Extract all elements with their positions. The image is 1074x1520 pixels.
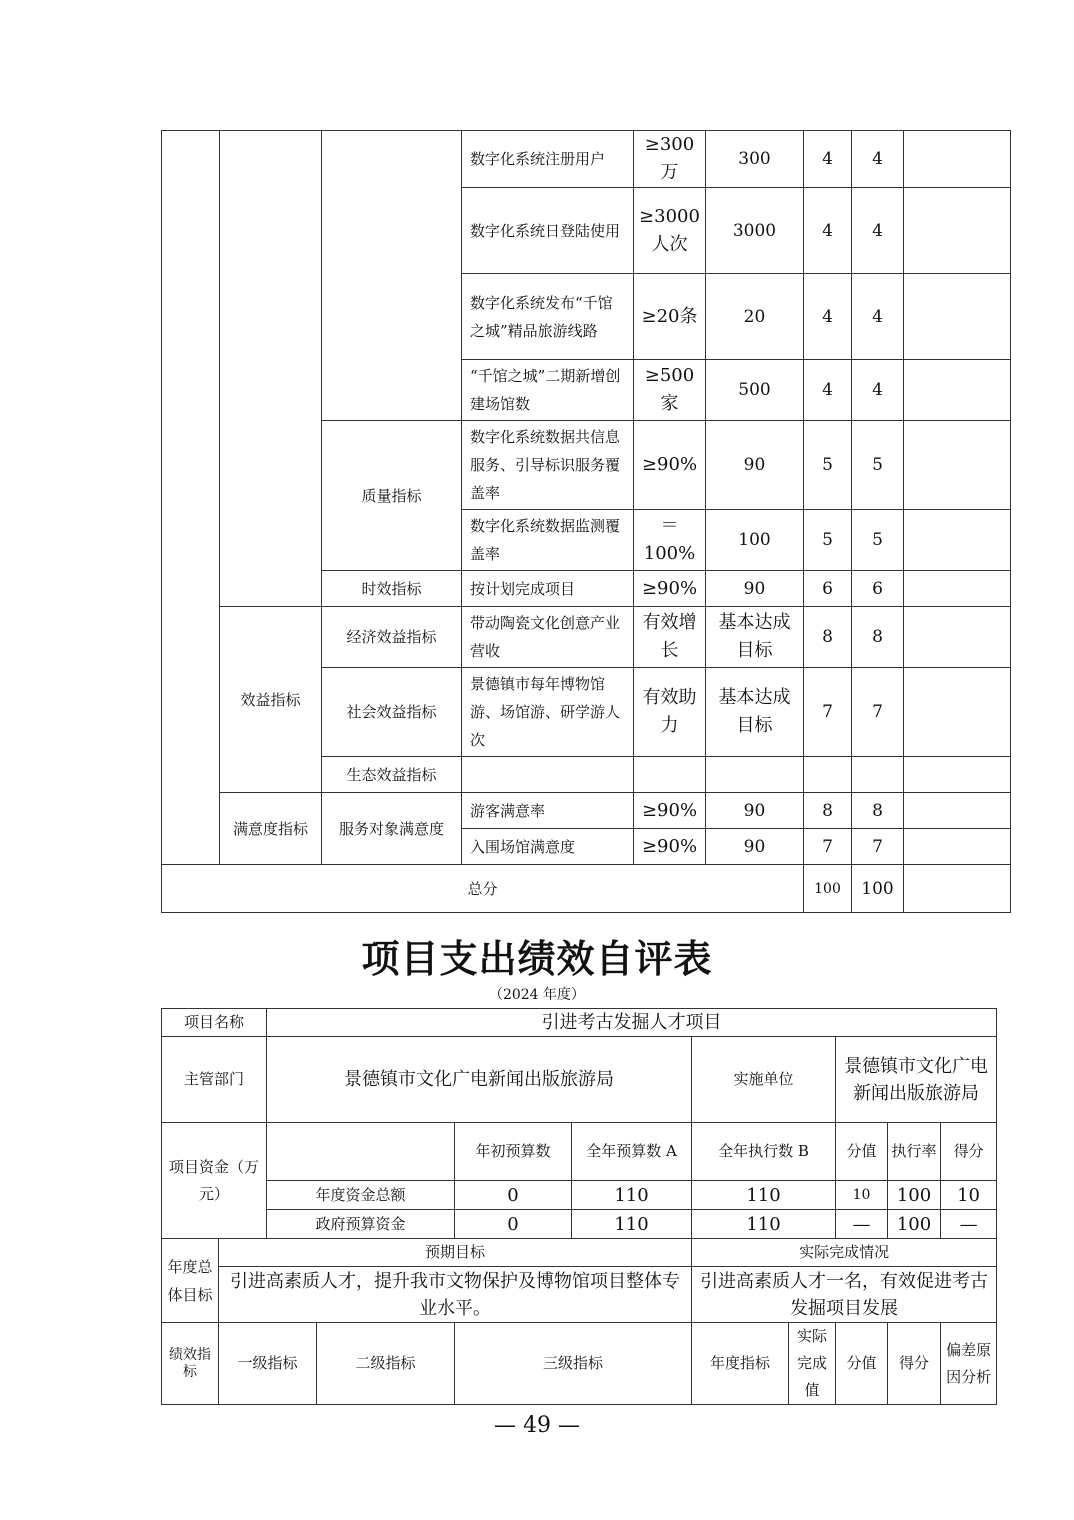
level2-social: 社会效益指标 [322,668,462,757]
target-value: ＝100% [634,510,706,571]
funds-header: 年初预算数 [455,1123,572,1181]
goal-label: 年度总体目标 [162,1239,219,1323]
total-label: 总分 [162,865,804,913]
table-row [162,131,1011,188]
level2-quantity-blank [322,131,462,421]
actual-value: 3000 [706,188,804,274]
dept-value: 景德镇市文化广电新闻出版旅游局 [267,1037,692,1123]
level2-ecological: 生态效益指标 [322,757,462,793]
impl-value: 景德镇市文化广电新闻出版旅游局 [836,1037,997,1123]
score-value: 8 [804,793,852,829]
level1-satisfaction: 满意度指标 [220,793,322,865]
performance-indicator-table-continued [161,130,1011,913]
deviation-reason [904,607,1011,668]
level2-timeliness: 时效指标 [322,571,462,607]
score-value-header: 分值 [836,1323,888,1405]
score: 8 [852,793,904,829]
level3-indicator: 景德镇市每年博物馆游、场馆游、研学游人次 [462,668,634,757]
funds-initial: 0 [455,1181,572,1210]
score-value: 4 [804,274,852,360]
score-value: 4 [804,360,852,421]
expected-label: 预期目标 [219,1239,692,1267]
funds-score: — [941,1210,997,1239]
actual-value: 300 [706,131,804,188]
actual-value: 基本达成目标 [706,668,804,757]
funds-initial: 0 [455,1210,572,1239]
actual-value-header: 实际完成值 [789,1323,836,1405]
deviation-reason [904,571,1011,607]
target-value: 有效助力 [634,668,706,757]
deviation-header: 偏差原因分析 [941,1323,997,1405]
project-name-label: 项目名称 [162,1009,267,1037]
deviation-reason [904,668,1011,757]
actual-value: 90 [706,829,804,865]
level3-indicator: 数字化系统发布“千馆之城”精品旅游线路 [462,274,634,360]
deviation-reason [904,421,1011,510]
funds-label: 项目资金（万元） [162,1123,267,1239]
score-value: 5 [804,510,852,571]
level3-indicator [462,757,634,793]
level2-header: 二级指标 [317,1323,455,1405]
funds-header: 得分 [941,1123,997,1181]
funds-executed: 110 [692,1210,836,1239]
funds-rate: 100 [888,1181,941,1210]
dept-row [162,1037,997,1123]
funds-header-blank [267,1123,455,1181]
deviation-reason [904,510,1011,571]
score: 4 [852,188,904,274]
score-value: 6 [804,571,852,607]
target-value: 有效增长 [634,607,706,668]
actual-value: 基本达成目标 [706,607,804,668]
score: 8 [852,607,904,668]
funds-score-value: — [836,1210,888,1239]
level3-indicator: 带动陶瓷文化创意产业营收 [462,607,634,668]
actual-value: 90 [706,793,804,829]
score-value [804,757,852,793]
target-value [634,757,706,793]
score-value: 8 [804,607,852,668]
level3-indicator: 数字化系统数据共信息服务、引导标识服务覆盖率 [462,421,634,510]
score-value: 4 [804,188,852,274]
score-value: 7 [804,668,852,757]
page-title: 项目支出绩效自评表 [361,936,713,981]
deviation-reason [904,757,1011,793]
level1-benefit: 效益指标 [220,607,322,793]
score: 4 [852,131,904,188]
actual-value: 20 [706,274,804,360]
target-value: ≥500家 [634,360,706,421]
funds-header-row [162,1123,997,1181]
goal-row [162,1267,997,1323]
target-value: ≥90% [634,571,706,607]
annual-indicator-header: 年度指标 [692,1323,789,1405]
level2-economic: 经济效益指标 [322,607,462,668]
score [852,757,904,793]
score: 5 [852,510,904,571]
level3-header: 三级指标 [455,1323,692,1405]
target-value: ≥300万 [634,131,706,188]
funds-header: 全年执行数 B [692,1123,836,1181]
perf-indicator-col-blank [162,131,220,865]
score-value: 7 [804,829,852,865]
score: 4 [852,274,904,360]
level1-output-blank [220,131,322,607]
level1-header: 一级指标 [219,1323,317,1405]
project-name-row [162,1009,997,1037]
level3-indicator: 入围场馆满意度 [462,829,634,865]
target-value: ≥20条 [634,274,706,360]
target-value: ≥3000人次 [634,188,706,274]
target-value: ≥90% [634,793,706,829]
actual-value: 100 [706,510,804,571]
deviation-reason [904,274,1011,360]
level3-indicator: 按计划完成项目 [462,571,634,607]
actual-value: 90 [706,421,804,510]
funds-header: 分值 [836,1123,888,1181]
target-value: ≥90% [634,421,706,510]
funds-executed: 110 [692,1181,836,1210]
deviation-reason [904,188,1011,274]
deviation-reason [904,793,1011,829]
deviation-reason [904,360,1011,421]
level3-indicator: “千馆之城”二期新增创建场馆数 [462,360,634,421]
perf-header-label: 绩效指标 [162,1323,219,1405]
self-evaluation-table [161,1008,997,1405]
project-name-value: 引进考古发掘人才项目 [267,1009,997,1037]
deviation-reason [904,131,1011,188]
total-score: 100 [852,865,904,913]
funds-score: 10 [941,1181,997,1210]
level3-indicator: 数字化系统日登陆使用 [462,188,634,274]
table-row [162,793,1011,829]
funds-header: 执行率 [888,1123,941,1181]
score-value: 4 [804,131,852,188]
deviation-reason [904,829,1011,865]
level3-indicator: 数字化系统注册用户 [462,131,634,188]
funds-annual: 110 [572,1181,692,1210]
goal-header-row [162,1239,997,1267]
actual-result: 引进高素质人才一名，有效促进考古发掘项目发展 [692,1267,997,1323]
total-row [162,865,1011,913]
expected-goal: 引进高素质人才，提升我市文物保护及博物馆项目整体专业水平。 [219,1267,692,1323]
level3-indicator: 游客满意率 [462,793,634,829]
score: 4 [852,360,904,421]
funds-header: 全年预算数 A [572,1123,692,1181]
level3-indicator: 数字化系统数据监测覆盖率 [462,510,634,571]
score-header: 得分 [888,1323,941,1405]
score: 6 [852,571,904,607]
target-value: ≥90% [634,829,706,865]
score: 7 [852,829,904,865]
perf-header-row [162,1323,997,1405]
funds-row-label: 年度资金总额 [267,1181,455,1210]
funds-score-value: 10 [836,1181,888,1210]
funds-row [162,1181,997,1210]
actual-label: 实际完成情况 [692,1239,997,1267]
funds-row-label: 政府预算资金 [267,1210,455,1239]
score-value: 5 [804,421,852,510]
actual-value: 90 [706,571,804,607]
actual-value [706,757,804,793]
total-deviation [904,865,1011,913]
page-number: — 49 — [494,1413,580,1438]
score: 5 [852,421,904,510]
funds-annual: 110 [572,1210,692,1239]
level2-quality: 质量指标 [322,421,462,571]
funds-row [162,1210,997,1239]
funds-rate: 100 [888,1210,941,1239]
impl-label: 实施单位 [692,1037,836,1123]
dept-label: 主管部门 [162,1037,267,1123]
year-label: （2024 年度） [488,987,586,1003]
score: 7 [852,668,904,757]
level2-service: 服务对象满意度 [322,793,462,865]
actual-value: 500 [706,360,804,421]
total-score-value: 100 [804,865,852,913]
table-row [162,607,1011,668]
